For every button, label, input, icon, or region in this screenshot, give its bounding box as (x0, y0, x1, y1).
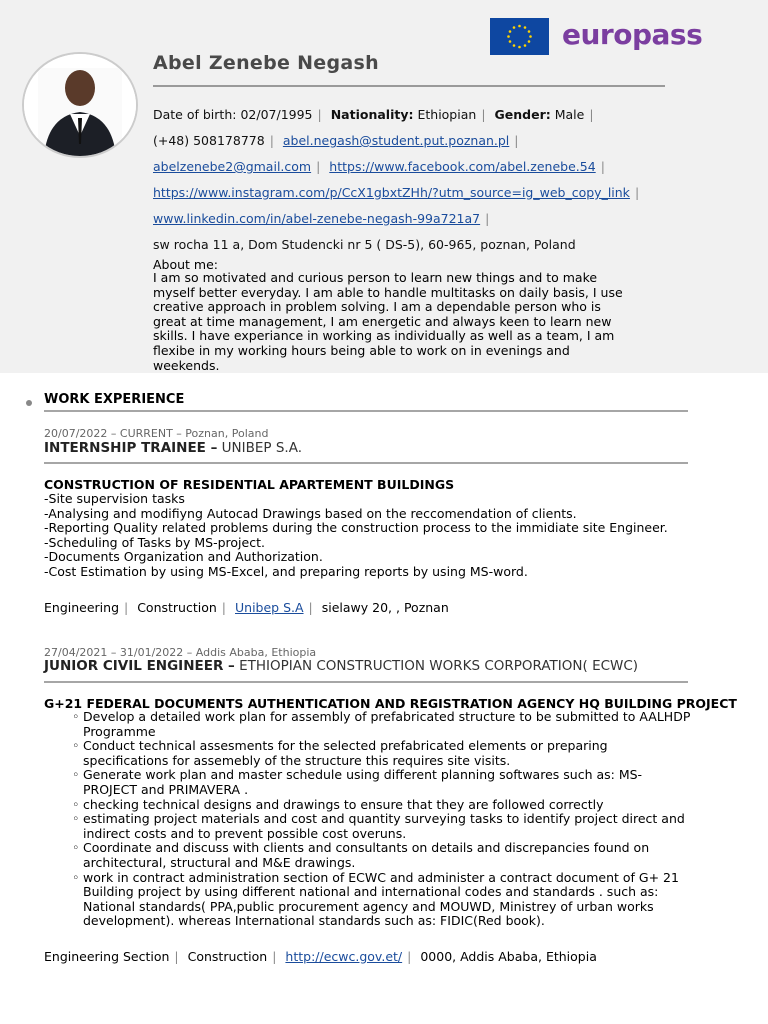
instagram-link[interactable]: https://www.instagram.com/p/CcX1gbxtZHh/?utm_source=ig_web_copy_link (153, 185, 630, 200)
list-item: ◦ Generate work plan and master schedule using different planning softwares such as: MS-PROJECT and PRIMAVERA . (72, 768, 692, 797)
nationality-value: Ethiopian (417, 107, 477, 122)
gender-value: Male (554, 107, 585, 122)
job-footer: Engineering Section | Construction | http://ecwc.gov.et/ | 0000, Addis Ababa, Ethiopia (44, 949, 597, 964)
job-field: Engineering Section (44, 949, 170, 964)
job-sector: Construction (137, 600, 217, 615)
contact-line-2: abelzenebe2@gmail.com | https://www.facebook.com/abel.zenebe.54 | (153, 159, 605, 174)
eu-flag-icon (490, 18, 549, 55)
list-item: ◦ estimating project materials and cost and quantity surveying tasks to identify project direct and indirect costs and to prevent possible cost overuns. (72, 812, 692, 841)
job-role: INTERNSHIP TRAINEE – (44, 440, 218, 456)
responsibility-list (72, 710, 692, 929)
employer-link[interactable]: Unibep S.A (235, 600, 304, 615)
list-item: ◦ Develop a detailed work plan for assembly of prefabricated structure to be submitted to AALHDP Programme (72, 710, 692, 739)
task-item: -Site supervision tasks (44, 491, 185, 506)
person-name: Abel Zenebe Negash (153, 52, 379, 74)
list-item: ◦ checking technical designs and drawings to ensure that they are followed correctly (72, 798, 692, 813)
email-link-gmail[interactable]: abelzenebe2@gmail.com (153, 159, 312, 174)
contact-line-1: (+48) 508178778 | abel.negash@student.put.poznan.pl | (153, 133, 519, 148)
gender-label: Gender: (494, 107, 551, 122)
profile-photo (22, 52, 138, 158)
task-item: -Analysing and modifiyng Autocad Drawings based on the reccomendation of clients. (44, 505, 577, 521)
dob-label: Date of birth: (153, 107, 237, 122)
task-item: -Reporting Quality related problems during the construction process to the immidiate site Engineer. (44, 520, 668, 536)
job-role: JUNIOR CIVIL ENGINEER – (44, 658, 235, 674)
task-list (44, 492, 668, 580)
name-divider (153, 85, 665, 87)
job-meta: 20/07/2022 – CURRENT – Poznan, Poland (44, 427, 269, 440)
contact-line-4: www.linkedin.com/in/abel-zenebe-negash-99a721a7 | (153, 211, 490, 226)
europass-logo-text: europass (562, 18, 703, 51)
dob-value: 02/07/1995 (240, 107, 313, 122)
work-experience-heading: WORK EXPERIENCE (44, 392, 185, 407)
employer-link[interactable]: http://ecwc.gov.et/ (285, 949, 403, 964)
list-item: ◦ work in contract administration section of ECWC and administer a contract document of G+ 21 Building project by using different national and international codes and standards . such as: National standards( PPA,public procurement agency and MOUWD, Ministrey of urban works development). whereas International standards such as: FIDIC(Red book). (72, 871, 692, 929)
employer-address: sielawy 20, , Poznan (321, 600, 449, 615)
task-item: -Documents Organization and Authorization. (44, 549, 323, 565)
list-item: ◦ Conduct technical assesments for the selected prefabricated elements or preparing specifications for assemebly of the structure this requires site visits. (72, 739, 692, 768)
job-title (44, 658, 638, 674)
task-item: -Scheduling of Tasks by MS-project. (44, 534, 265, 550)
phone-number: (+48) 508178778 (153, 133, 265, 148)
project-title: G+21 FEDERAL DOCUMENTS AUTHENTICATION AND REGISTRATION AGENCY HQ BUILDING PROJECT (44, 696, 737, 711)
job-employer: UNIBEP S.A. (221, 440, 302, 456)
personal-info-line: Date of birth: 02/07/1995 | Nationality: Ethiopian | Gender: Male | (153, 107, 594, 122)
linkedin-link[interactable]: www.linkedin.com/in/abel-zenebe-negash-99a721a7 (153, 211, 481, 226)
job-divider (44, 462, 688, 464)
project-title: CONSTRUCTION OF RESIDENTIAL APARTEMENT BUILDINGS (44, 477, 455, 492)
section-divider (44, 410, 688, 412)
job-footer: Engineering | Construction | Unibep S.A | sielawy 20, , Poznan (44, 600, 449, 615)
job-employer: ETHIOPIAN CONSTRUCTION WORKS CORPORATION( ECWC) (239, 658, 639, 674)
contact-line-3: https://www.instagram.com/p/CcX1gbxtZHh/?utm_source=ig_web_copy_link | (153, 185, 640, 200)
job-divider (44, 681, 688, 683)
employer-address: 0000, Addis Ababa, Ethiopia (420, 949, 597, 964)
job-field: Engineering (44, 600, 119, 615)
job-meta: 27/04/2021 – 31/01/2022 – Addis Ababa, Ethiopia (44, 646, 317, 659)
list-item: ◦ Coordinate and discuss with clients and consultants on details and discrepancies found on architectural, structural and M&E drawings. (72, 841, 692, 870)
section-bullet-icon (26, 400, 32, 406)
facebook-link[interactable]: https://www.facebook.com/abel.zenebe.54 (329, 159, 596, 174)
about-text: I am so motivated and curious person to learn new things and to make myself better everyday. I am able to handle multitasks on daily basis, I use creative approach in problem solving. I am a dependable person who is great at time management, I am energetic and always keen to learn new skills. I have experiance in working as individually as well as a team, I am flexibe in my working hours being able to work on in evenings and weekends. (153, 270, 623, 373)
task-item: -Cost Estimation by using MS-Excel, and preparing reports by using MS-word. (44, 563, 528, 579)
nationality-label: Nationality: (330, 107, 414, 122)
job-title (44, 440, 302, 456)
job-sector: Construction (187, 949, 268, 964)
address: sw rocha 11 a, Dom Studencki nr 5 ( DS-5), 60-965, poznan, Poland (153, 237, 576, 252)
about-label: About me: (153, 257, 219, 272)
email-link-student[interactable]: abel.negash@student.put.poznan.pl (282, 133, 510, 148)
